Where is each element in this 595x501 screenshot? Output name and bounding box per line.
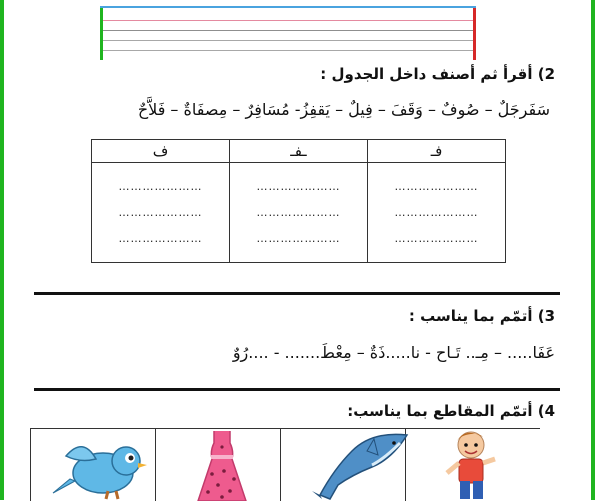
- dotted-line: …………………: [118, 231, 203, 245]
- line-right-marker: [473, 8, 476, 60]
- table-cell[interactable]: [230, 163, 368, 263]
- table-header-end: ف: [92, 140, 230, 163]
- page-border-left: [0, 0, 4, 500]
- dotted-line: …………………: [118, 205, 203, 219]
- section-separator: [34, 388, 560, 391]
- dotted-line: …………………: [256, 179, 341, 193]
- section-separator: [34, 292, 560, 295]
- table-header-middle: ـفـ: [230, 140, 368, 163]
- dotted-line: …………………: [118, 179, 203, 193]
- line: [100, 50, 476, 51]
- table-cell[interactable]: [92, 163, 230, 263]
- picture-cell-divider: [280, 429, 281, 501]
- dotted-line: …………………: [256, 205, 341, 219]
- picture-cell-divider: [30, 429, 31, 501]
- section2-heading: 2) أقرأ ثم أصنف داخل الجدول :: [320, 65, 555, 83]
- dress-image: [192, 429, 252, 501]
- line: [100, 40, 476, 41]
- boy-image: [435, 429, 505, 501]
- dotted-line: …………………: [394, 179, 479, 193]
- picture-cell-divider: [155, 429, 156, 501]
- line-left-marker: [100, 8, 103, 60]
- dolphin-image: [312, 429, 412, 501]
- table-cell[interactable]: [368, 163, 506, 263]
- page-border-right: [591, 0, 595, 500]
- picture-strip: [30, 428, 540, 501]
- table-header-start: فـ: [368, 140, 506, 163]
- dotted-line: …………………: [256, 231, 341, 245]
- complete-text: عَفَا..... – مِـ.. تَـاح - نا.....ذَةٌ – مِعْطَ....... - ....رُوٌ: [232, 343, 555, 362]
- line-top: [100, 6, 476, 8]
- section4-heading: 4) أتمّم المقاطع بما يناسب:: [347, 402, 555, 420]
- writing-lines: [100, 6, 476, 58]
- section3-heading: 3) أتمّم بما يناسب :: [408, 307, 555, 325]
- sort-table: [91, 139, 506, 263]
- bird-image: [48, 431, 148, 501]
- dotted-line: …………………: [394, 231, 479, 245]
- dotted-line: …………………: [394, 205, 479, 219]
- word-list: سَفَرجَلٌ – صُوفٌ – وَقَفَ – فِيلٌ – يَقفِزُ- مُسَافِرٌ – مِصفَاةٌ – فَلاَّحٌ: [137, 100, 550, 119]
- line: [100, 30, 476, 31]
- line: [100, 20, 476, 21]
